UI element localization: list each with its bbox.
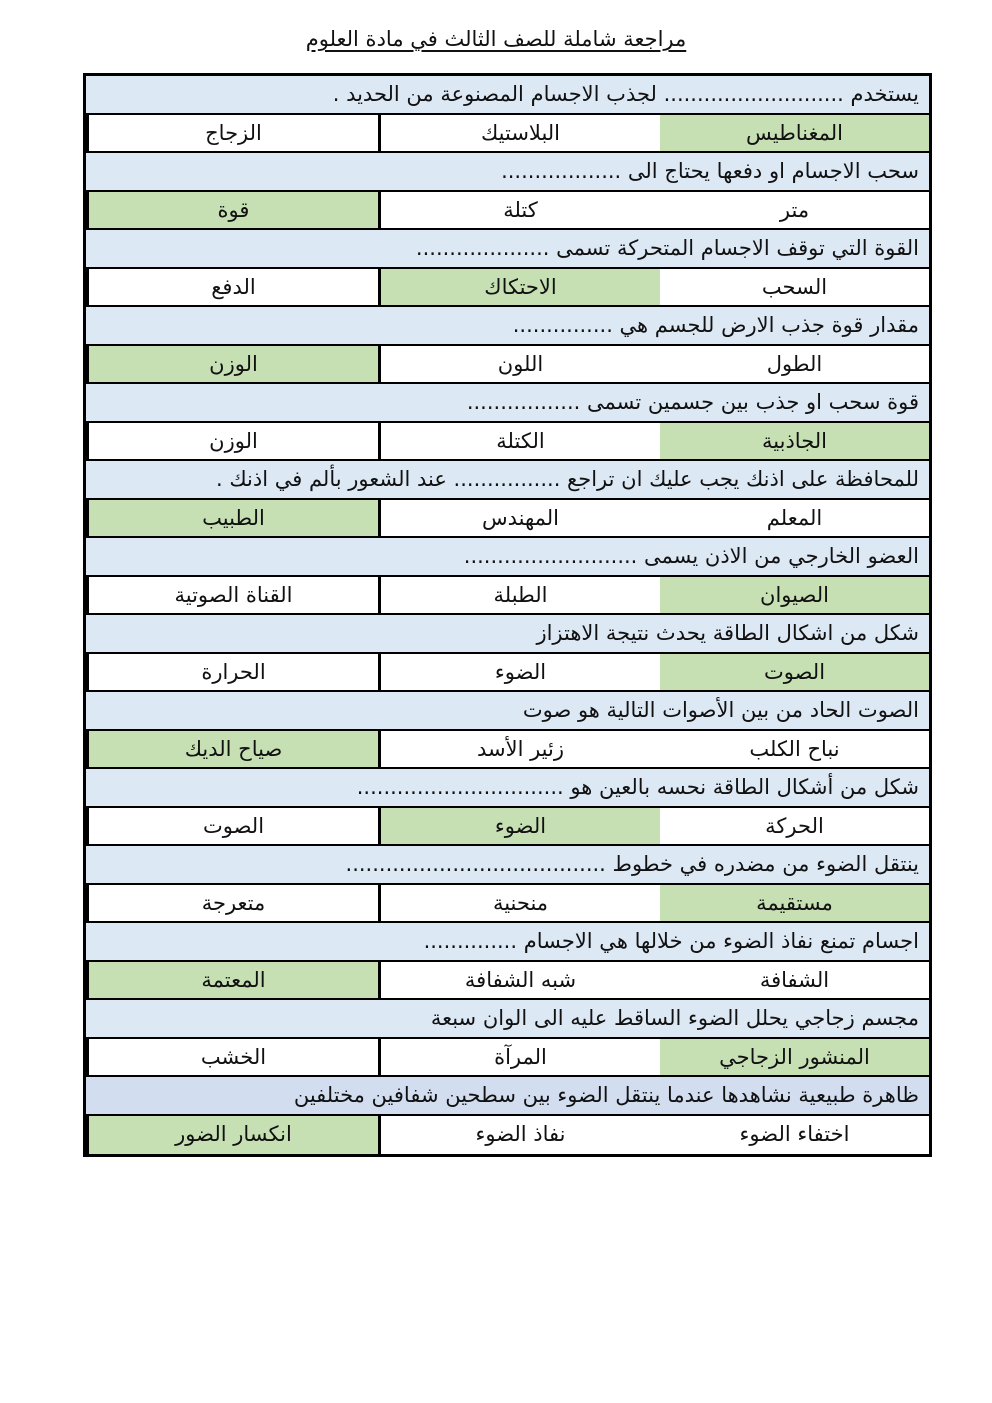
answer-option[interactable]: الكتلة (378, 423, 660, 460)
answer-option-correct[interactable]: المغناطيس (660, 115, 929, 152)
answer-option[interactable]: المهندس (378, 500, 660, 537)
answer-option-correct[interactable]: الجاذبية (660, 423, 929, 460)
answer-option[interactable]: نفاذ الضوء (378, 1116, 660, 1155)
answer-option-correct[interactable]: مستقيمة (660, 885, 929, 922)
answer-option[interactable]: شبه الشفافة (378, 962, 660, 999)
answer-option[interactable]: الخشب (86, 1039, 378, 1076)
answer-option[interactable]: الوزن (86, 423, 378, 460)
question-text: القوة التي توقف الاجسام المتحركة تسمى .................... (86, 230, 929, 269)
question-text: ينتقل الضوء من مضدره في خطوط ....................................... (86, 846, 929, 885)
answer-option[interactable]: الصوت (86, 808, 378, 845)
answer-option[interactable]: القناة الصوتية (86, 577, 378, 614)
answer-option[interactable]: الشفافة (660, 962, 929, 999)
answer-option[interactable]: اللون (378, 346, 660, 383)
options-row (86, 577, 929, 616)
answer-option-correct[interactable]: صياح الديك (86, 731, 378, 768)
question-text: سحب الاجسام او دفعها يحتاج الى .................. (86, 153, 929, 192)
answer-option[interactable]: الزجاج (86, 115, 378, 152)
answer-option[interactable]: الحركة (660, 808, 929, 845)
answer-option-correct[interactable]: المعتمة (86, 962, 378, 999)
answer-option[interactable]: الضوء (378, 654, 660, 691)
answer-option[interactable]: الطبلة (378, 577, 660, 614)
review-table (83, 73, 932, 1157)
answer-option[interactable]: زئير الأسد (378, 731, 660, 768)
question-text: ظاهرة طبيعية نشاهدها عندما ينتقل الضوء بين سطحين شفافين مختلفين (86, 1077, 929, 1116)
answer-option-correct[interactable]: قوة (86, 192, 378, 229)
answer-option[interactable]: نباح الكلب (660, 731, 929, 768)
answer-option-correct[interactable]: الضوء (378, 808, 660, 845)
question-text: مقدار قوة جذب الارض للجسم هي ............... (86, 307, 929, 346)
options-row (86, 1116, 929, 1155)
question-text: اجسام تمنع نفاذ الضوء من خلالها هي الاجسام .............. (86, 923, 929, 962)
answer-option-correct[interactable]: الطبيب (86, 500, 378, 537)
options-row (86, 885, 929, 924)
options-row (86, 731, 929, 770)
options-row (86, 808, 929, 847)
answer-option[interactable]: السحب (660, 269, 929, 306)
answer-option[interactable]: متعرجة (86, 885, 378, 922)
page-title: مراجعة شاملة للصف الثالث في مادة العلوم (305, 27, 687, 51)
answer-option-correct[interactable]: المنشور الزجاجي (660, 1039, 929, 1076)
options-row (86, 192, 929, 231)
question-text: الصوت الحاد من بين الأصوات التالية هو صوت (86, 692, 929, 731)
answer-option-correct[interactable]: الصوت (660, 654, 929, 691)
answer-option[interactable]: الطول (660, 346, 929, 383)
answer-option[interactable]: كتلة (378, 192, 660, 229)
question-text: مجسم زجاجي يحلل الضوء الساقط عليه الى الوان سبعة (86, 1000, 929, 1039)
options-row (86, 346, 929, 385)
options-row (86, 269, 929, 308)
options-row (86, 1039, 929, 1078)
answer-option[interactable]: البلاستيك (378, 115, 660, 152)
answer-option[interactable]: اختفاء الضوء (660, 1116, 929, 1155)
options-row (86, 654, 929, 693)
options-row (86, 115, 929, 154)
answer-option[interactable]: المعلم (660, 500, 929, 537)
answer-option[interactable]: متر (660, 192, 929, 229)
answer-option-correct[interactable]: الصيوان (660, 577, 929, 614)
question-text: للمحافظة على اذنك يجب عليك ان تراجع ................ عند الشعور بألم في اذنك . (86, 461, 929, 500)
question-text: العضو الخارجي من الاذن يسمى .......................... (86, 538, 929, 577)
options-row (86, 962, 929, 1001)
question-text: قوة سحب او جذب بين جسمين تسمى ................. (86, 384, 929, 423)
answer-option[interactable]: الحرارة (86, 654, 378, 691)
answer-option[interactable]: المرآة (378, 1039, 660, 1076)
question-text: يستخدم ........................... لجذب الاجسام المصنوعة من الحديد . (86, 76, 929, 115)
options-row (86, 423, 929, 462)
answer-option[interactable]: منحنية (378, 885, 660, 922)
options-row (86, 500, 929, 539)
question-text: شكل من اشكال الطاقة يحدث نتيجة الاهتزاز (86, 615, 929, 654)
answer-option[interactable]: الدفع (86, 269, 378, 306)
answer-option-correct[interactable]: الاحتكاك (378, 269, 660, 306)
answer-option-correct[interactable]: انكسار الضور (86, 1116, 378, 1155)
answer-option-correct[interactable]: الوزن (86, 346, 378, 383)
question-text: شكل من أشكال الطاقة نحسه بالعين هو ............................... (86, 769, 929, 808)
